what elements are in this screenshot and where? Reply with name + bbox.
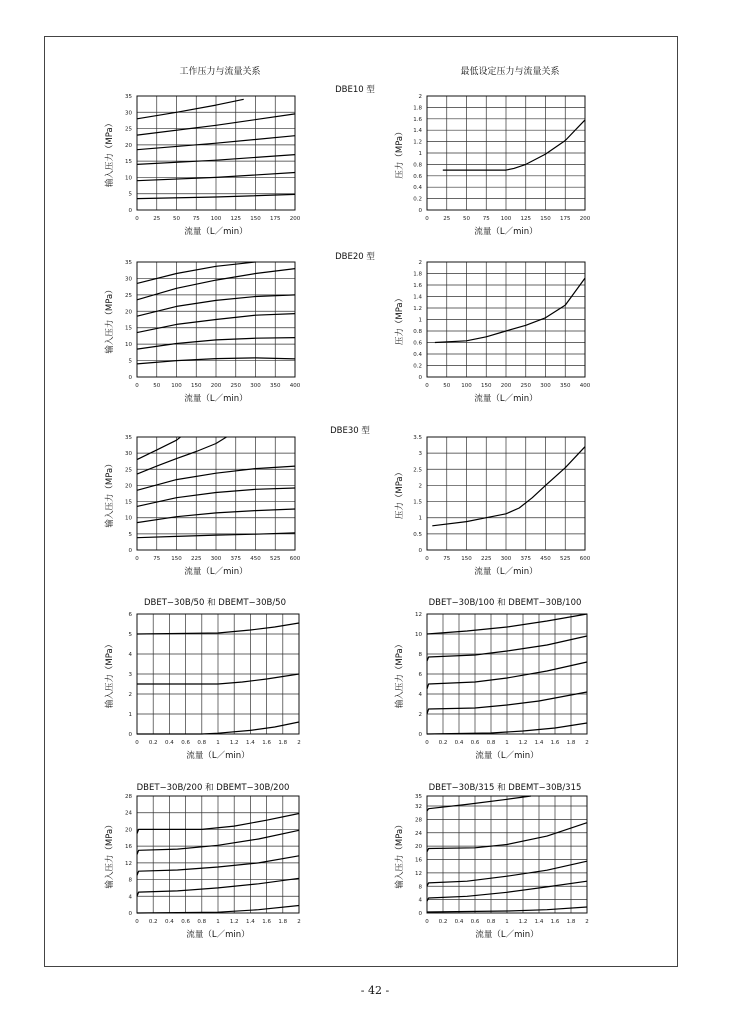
y-tick-label: 0.6 — [413, 173, 422, 180]
heading-min-pressure: 最低设定压力与流量关系 — [460, 67, 560, 77]
x-tick-label: 75 — [153, 556, 161, 562]
y-tick-label: 15 — [125, 325, 132, 332]
y-tick-label: 35 — [125, 260, 132, 266]
x-tick-label: 200 — [579, 216, 591, 222]
y-tick-label: 16 — [125, 844, 132, 851]
x-tick-label: 225 — [191, 556, 202, 562]
x-tick-label: 2 — [297, 740, 301, 746]
y-tick-label: 4 — [128, 894, 132, 901]
x-tick-label: 0 — [425, 216, 429, 222]
x-tick-label: 400 — [579, 383, 591, 389]
y-tick-label: 25 — [125, 292, 132, 299]
x-tick-label: 150 — [171, 556, 182, 562]
y-tick-label: 10 — [125, 515, 132, 522]
x-tick-label: 150 — [481, 383, 492, 389]
y-tick-label: 1.2 — [413, 306, 422, 312]
series-line-curve-6 — [137, 437, 181, 460]
y-tick-label: 35 — [415, 794, 422, 800]
series-line-curve-1 — [443, 120, 585, 170]
x-tick-label: 100 — [171, 383, 182, 389]
x-tick-label: 0 — [425, 919, 429, 925]
y-tick-label: 8 — [128, 877, 132, 884]
y-tick-label: 6 — [418, 672, 422, 678]
y-axis-label: 输入压力（MPa） — [395, 820, 405, 889]
section-title-dbe10: DBE10 型 — [335, 85, 375, 95]
y-tick-label: 0 — [418, 732, 422, 738]
y-tick-label: 1.6 — [413, 283, 422, 289]
y-tick-label: 28 — [125, 794, 132, 800]
y-tick-label: 1.8 — [413, 271, 422, 278]
x-tick-label: 0.6 — [181, 740, 190, 746]
section-title-dbe30: DBE30 型 — [330, 426, 370, 436]
y-tick-label: 16 — [415, 857, 422, 864]
x-tick-label: 75 — [482, 216, 490, 222]
x-tick-label: 125 — [230, 216, 241, 222]
y-tick-label: 10 — [415, 632, 422, 638]
x-tick-label: 1.6 — [262, 919, 271, 925]
y-axis-label: 压力（MPa） — [395, 293, 405, 346]
y-axis-label: 输入压力（MPa） — [105, 459, 115, 528]
y-tick-label: 5 — [128, 632, 132, 638]
x-tick-label: 1 — [505, 740, 509, 746]
y-tick-label: 20 — [125, 309, 132, 316]
x-tick-label: 25 — [443, 216, 451, 222]
x-tick-label: 125 — [520, 216, 531, 222]
chart-dbe20-min-pressure — [385, 258, 600, 413]
y-tick-label: 15 — [125, 159, 132, 166]
series-line-curve-1 — [435, 278, 585, 342]
page-number: - 42 - — [360, 984, 390, 997]
x-tick-label: 75 — [192, 216, 200, 222]
chart-dbe20-working-pressure — [100, 258, 310, 413]
y-tick-label: 1.2 — [413, 139, 422, 146]
y-tick-label: 0.8 — [413, 329, 422, 335]
chart-dbet-100 — [385, 610, 600, 770]
y-tick-label: 24 — [415, 830, 422, 837]
x-tick-label: 175 — [270, 216, 281, 222]
y-tick-label: 1 — [418, 515, 422, 522]
y-tick-label: 0 — [128, 375, 132, 381]
chart-dbe10-min-pressure — [385, 92, 600, 244]
x-tick-label: 350 — [270, 383, 281, 389]
x-tick-label: 1.2 — [229, 740, 239, 746]
x-axis-label: 流量（L／min） — [184, 567, 248, 577]
y-tick-label: 0.5 — [413, 531, 422, 538]
y-tick-label: 3 — [418, 451, 422, 458]
x-tick-label: 0 — [135, 740, 139, 746]
x-tick-label: 0 — [425, 383, 429, 389]
y-tick-label: 1 — [418, 151, 422, 157]
x-tick-label: 1.8 — [566, 740, 576, 746]
x-tick-label: 0.2 — [438, 919, 448, 925]
x-tick-label: 175 — [560, 216, 571, 222]
y-axis-label: 输入压力（MPa） — [105, 285, 115, 354]
x-tick-label: 225 — [481, 556, 492, 562]
section-title-dbe20: DBE20 型 — [335, 252, 375, 262]
y-tick-label: 0 — [418, 911, 422, 917]
x-tick-label: 600 — [289, 556, 301, 562]
y-axis-label: 压力（MPa） — [395, 127, 405, 179]
series-line-curve-6 — [137, 99, 244, 119]
x-tick-label: 0.8 — [197, 919, 207, 925]
y-tick-label: 0 — [128, 911, 132, 917]
y-axis-label: 压力（MPa） — [395, 467, 405, 520]
x-tick-label: 0.4 — [165, 919, 174, 925]
x-tick-label: 1.4 — [534, 919, 544, 925]
x-tick-label: 1.6 — [550, 740, 560, 746]
chart-title-dbet-315: DBET−30B/315 和 DBEMT−30B/315 — [428, 783, 582, 793]
chart-dbe10-working-pressure — [100, 92, 310, 244]
y-tick-label: 2 — [418, 483, 422, 490]
y-tick-label: 3.5 — [413, 435, 422, 441]
x-axis-label: 流量（L／min） — [474, 567, 538, 577]
x-tick-label: 100 — [500, 216, 512, 222]
chart-title-dbet-100: DBET−30B/100 和 DBEMT−30B/100 — [428, 598, 582, 608]
y-tick-label: 0.6 — [413, 340, 422, 347]
y-tick-label: 0 — [418, 548, 422, 554]
x-tick-label: 0.4 — [454, 740, 464, 746]
x-tick-label: 300 — [500, 556, 512, 562]
y-tick-label: 5 — [128, 191, 132, 198]
y-tick-label: 24 — [125, 810, 132, 817]
y-axis-label: 输入压力（MPa） — [395, 639, 405, 709]
y-tick-label: 30 — [125, 451, 132, 458]
y-tick-label: 1.4 — [413, 128, 422, 135]
x-tick-label: 2 — [585, 919, 589, 925]
x-tick-label: 0 — [425, 556, 429, 562]
x-tick-label: 200 — [289, 216, 301, 222]
y-tick-label: 0.4 — [413, 352, 422, 358]
x-tick-label: 1 — [216, 919, 220, 925]
x-tick-label: 0.8 — [197, 740, 207, 746]
x-tick-label: 300 — [210, 556, 222, 562]
chart-dbet-315 — [385, 792, 600, 949]
x-tick-label: 1.2 — [229, 919, 239, 925]
x-tick-label: 50 — [443, 383, 451, 389]
x-tick-label: 1.4 — [246, 919, 255, 925]
y-tick-label: 4 — [128, 652, 132, 658]
y-tick-label: 2.5 — [413, 467, 422, 474]
x-tick-label: 0 — [425, 740, 429, 746]
x-tick-label: 1.6 — [262, 740, 271, 746]
y-axis-label: 输入压力（MPa） — [105, 639, 115, 709]
y-axis-label: 输入压力（MPa） — [105, 820, 115, 889]
y-tick-label: 15 — [125, 499, 132, 506]
y-tick-label: 2 — [418, 712, 422, 718]
y-axis-label: 输入压力（MPa） — [105, 118, 115, 188]
y-tick-label: 35 — [125, 435, 132, 441]
y-tick-label: 2 — [418, 94, 422, 100]
series-line-curve-5 — [427, 796, 531, 811]
x-tick-label: 375 — [230, 556, 241, 562]
x-axis-label: 流量（L／min） — [474, 227, 538, 237]
y-tick-label: 0 — [128, 732, 132, 738]
x-tick-label: 450 — [540, 556, 551, 562]
x-tick-label: 400 — [289, 383, 301, 389]
y-tick-label: 0.2 — [413, 196, 422, 203]
y-tick-label: 1 — [128, 712, 132, 718]
x-tick-label: 1.2 — [518, 919, 528, 925]
y-tick-label: 5 — [128, 358, 132, 365]
x-axis-label: 流量（L／min） — [475, 751, 539, 761]
x-axis-label: 流量（L／min） — [474, 394, 538, 404]
y-tick-label: 8 — [418, 884, 422, 891]
x-axis-label: 流量（L／min） — [186, 751, 250, 761]
y-tick-label: 12 — [415, 870, 422, 877]
y-tick-label: 20 — [125, 827, 132, 834]
x-tick-label: 1 — [216, 740, 220, 746]
chart-dbe30-min-pressure — [385, 433, 600, 586]
x-tick-label: 50 — [153, 383, 161, 389]
y-tick-label: 32 — [415, 804, 422, 811]
x-tick-label: 0.4 — [454, 919, 464, 925]
x-tick-label: 375 — [520, 556, 531, 562]
x-tick-label: 1.8 — [278, 919, 288, 925]
y-tick-label: 10 — [125, 342, 132, 349]
x-tick-label: 150 — [461, 556, 472, 562]
x-tick-label: 150 — [191, 383, 202, 389]
y-tick-label: 1.5 — [413, 499, 422, 506]
x-tick-label: 75 — [443, 556, 451, 562]
heading-working-pressure: 工作压力与流量关系 — [179, 67, 261, 77]
y-tick-label: 0 — [418, 375, 422, 381]
series-line-curve-5 — [137, 437, 227, 474]
x-tick-label: 0.4 — [165, 740, 174, 746]
y-tick-label: 4 — [418, 692, 422, 698]
y-tick-label: 0 — [128, 208, 132, 214]
x-tick-label: 1.6 — [550, 919, 560, 925]
x-tick-label: 2 — [585, 740, 589, 746]
x-tick-label: 200 — [210, 383, 222, 389]
y-tick-label: 0.4 — [413, 185, 422, 192]
chart-title-dbet-200: DBET−30B/200 和 DBEMT−30B/200 — [136, 783, 290, 793]
y-tick-label: 28 — [415, 817, 422, 824]
x-tick-label: 0 — [135, 216, 139, 222]
x-tick-label: 100 — [461, 383, 472, 389]
y-tick-label: 6 — [128, 612, 132, 618]
y-tick-label: 2 — [128, 692, 132, 698]
x-tick-label: 0.6 — [181, 919, 190, 925]
y-tick-label: 12 — [125, 860, 132, 867]
x-tick-label: 0.2 — [148, 740, 158, 746]
x-tick-label: 50 — [463, 216, 470, 222]
y-tick-label: 3 — [128, 672, 132, 678]
x-axis-label: 流量（L／min） — [186, 930, 250, 940]
y-tick-label: 0.8 — [413, 162, 422, 169]
y-tick-label: 2 — [418, 260, 422, 266]
series-line-curve-1 — [432, 447, 585, 526]
x-tick-label: 150 — [250, 216, 261, 222]
x-tick-label: 525 — [270, 556, 281, 562]
y-tick-label: 0 — [128, 548, 132, 554]
x-tick-label: 0.2 — [148, 919, 158, 925]
x-axis-label: 流量（L／min） — [184, 394, 248, 404]
y-tick-label: 1.8 — [413, 105, 422, 112]
x-tick-label: 1.8 — [566, 919, 576, 925]
y-tick-label: 4 — [418, 897, 422, 904]
x-tick-label: 350 — [560, 383, 571, 389]
y-tick-label: 0 — [418, 208, 422, 214]
y-tick-label: 1 — [418, 317, 422, 324]
y-tick-label: 20 — [125, 142, 132, 149]
x-tick-label: 1.4 — [534, 740, 544, 746]
y-tick-label: 35 — [125, 94, 132, 100]
y-tick-label: 25 — [125, 126, 132, 133]
x-tick-label: 150 — [540, 216, 551, 222]
x-tick-label: 2 — [297, 919, 301, 925]
x-tick-label: 1.2 — [518, 740, 528, 746]
y-tick-label: 30 — [125, 110, 132, 117]
x-tick-label: 0 — [135, 383, 139, 389]
x-tick-label: 300 — [540, 383, 551, 389]
x-axis-label: 流量（L／min） — [475, 930, 539, 940]
x-axis-label: 流量（L／min） — [184, 227, 248, 237]
x-tick-label: 0.8 — [486, 919, 496, 925]
x-tick-label: 1.8 — [278, 740, 288, 746]
chart-title-dbet-50: DBET−30B/50 和 DBEMT−30B/50 — [143, 598, 286, 608]
y-tick-label: 0.2 — [413, 363, 422, 370]
chart-dbet-200 — [100, 792, 312, 949]
x-tick-label: 300 — [250, 383, 261, 389]
y-tick-label: 1.4 — [413, 294, 422, 301]
y-tick-label: 12 — [415, 612, 422, 618]
x-tick-label: 50 — [173, 216, 180, 222]
x-tick-label: 0 — [135, 919, 139, 925]
y-tick-label: 1.6 — [413, 116, 422, 123]
x-tick-label: 1 — [505, 919, 509, 925]
x-tick-label: 200 — [500, 383, 512, 389]
y-tick-label: 5 — [128, 531, 132, 538]
x-tick-label: 250 — [230, 383, 241, 389]
y-tick-label: 30 — [125, 276, 132, 283]
x-tick-label: 600 — [579, 556, 591, 562]
x-tick-label: 1.4 — [246, 740, 255, 746]
x-tick-label: 0.2 — [438, 740, 448, 746]
x-tick-label: 250 — [520, 383, 531, 389]
x-tick-label: 0.6 — [470, 740, 480, 746]
y-tick-label: 20 — [415, 844, 422, 851]
chart-dbe30-working-pressure — [100, 433, 310, 586]
chart-dbet-50 — [100, 610, 312, 770]
x-tick-label: 450 — [250, 556, 261, 562]
y-tick-label: 8 — [418, 652, 422, 658]
x-tick-label: 100 — [210, 216, 222, 222]
x-tick-label: 0.8 — [486, 740, 496, 746]
x-tick-label: 0 — [135, 556, 139, 562]
x-tick-label: 0.6 — [470, 919, 480, 925]
y-tick-label: 10 — [125, 175, 132, 182]
y-tick-label: 25 — [125, 467, 132, 474]
x-tick-label: 25 — [153, 216, 161, 222]
y-tick-label: 20 — [125, 483, 132, 490]
x-tick-label: 525 — [560, 556, 571, 562]
